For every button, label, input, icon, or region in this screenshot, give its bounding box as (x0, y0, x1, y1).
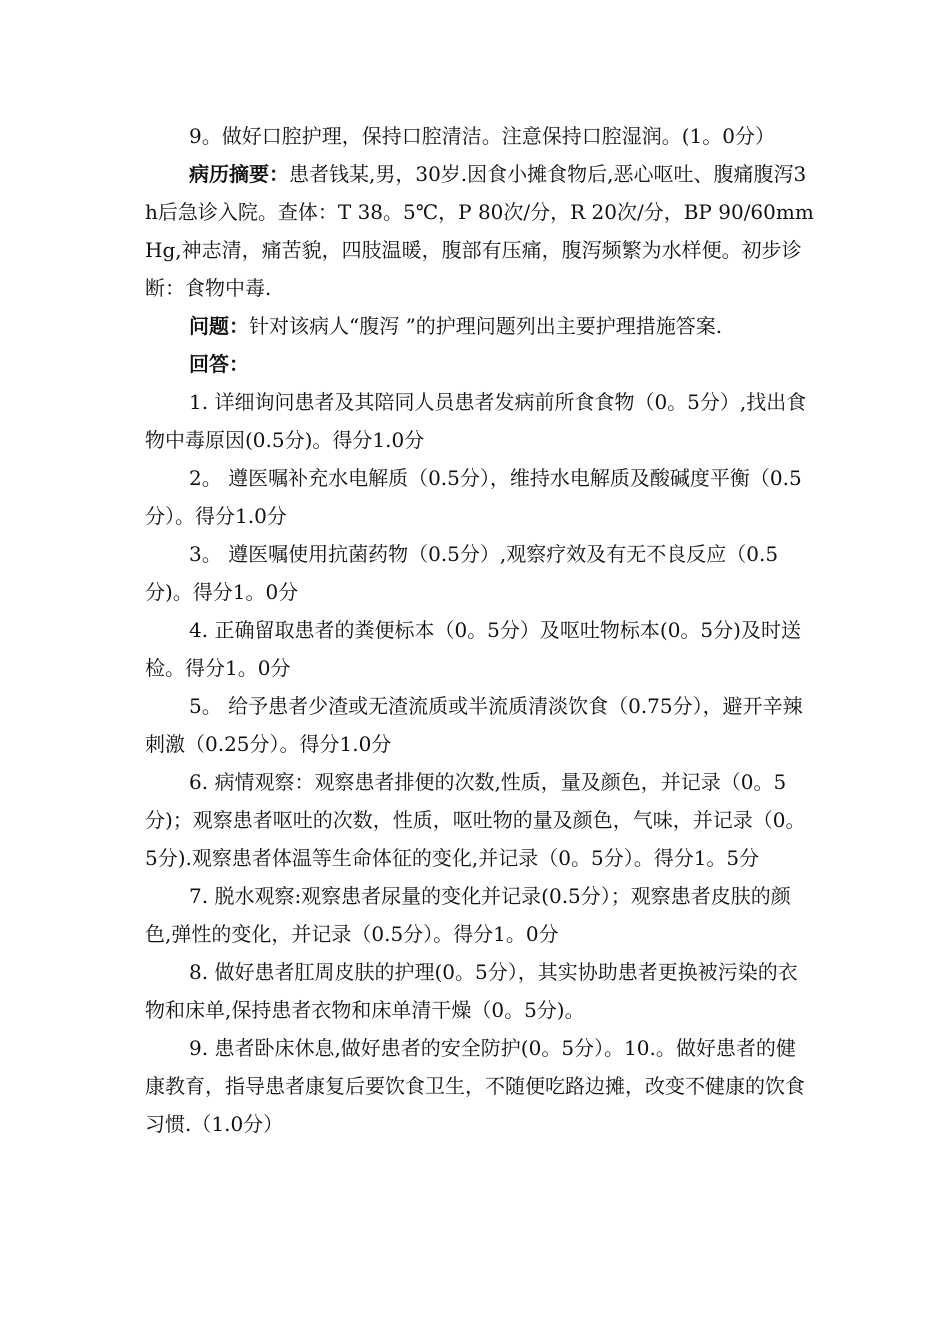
document-body (145, 117, 815, 1143)
answer-item-4: 4. 正确留取患者的粪便标本（0。5分）及呕吐物标本(0。5分)及时送检。得分1。0分 (145, 618, 801, 680)
answer-item-7: 7. 脱水观察:观察患者尿量的变化并记录(0.5分）；观察患者皮肤的颜色,弹性的变化，并记录（0.5分）。得分1。0分 (145, 884, 791, 946)
answer-item-5: 5。 给予患者少渣或无渣流质或半流质清淡饮食（0.75分），避开辛辣刺激（0.25分）。得分1.0分 (145, 694, 803, 756)
answer-item-9: 9. 患者卧床休息,做好患者的安全防护(0。5分）。10.。做好患者的健康教育，指导患者康复后要饮食卫生，不随便吃路边摊，改变不健康的饮食习惯.（1.0分） (145, 1036, 805, 1136)
answer-item-6: 6. 病情观察：观察患者排便的次数,性质，量及颜色，并记录（0。5分)；观察患者呕吐的次数，性质，呕吐物的量及颜色，气味，并记录（0。5分).观察患者体温等生命体征的变化,并记录（0。5分）。得分1。5分 (145, 770, 806, 870)
question-label: 问题： (189, 314, 249, 338)
question-text: 针对该病人“腹泻 ”的护理问题列出主要护理措施答案. (249, 314, 723, 338)
answer-item-2: 2。 遵医嘱补充水电解质（0.5分），维持水电解质及酸碱度平衡（0.5分）。得分1.0分 (145, 466, 802, 528)
case-summary (145, 155, 815, 307)
case-summary-label: 病历摘要： (189, 162, 289, 186)
answer-label: 回答： (189, 352, 249, 376)
intro-item: 9。做好口腔护理，保持口腔清洁。注意保持口腔湿润。(1。0分） (189, 124, 775, 148)
case-summary-text: 患者钱某,男，30岁.因食小摊食物后,恶心呕吐、腹痛腹泻3h后急诊入院。查体：T 38。5℃，P 80次/分，R 20次/分，BP 90/60mmHg,神志清，痛苦貌，四肢温暖，腹部有压痛，腹泻频繁为水样便。初步诊断：食物中毒. (145, 162, 814, 300)
answer-heading (145, 345, 815, 383)
answer-item-3: 3。 遵医嘱使用抗菌药物（0.5分）,观察疗效及有无不良反应（0.5分)。得分1。0分 (145, 542, 779, 604)
answer-item-1: 1. 详细询问患者及其陪同人员患者发病前所食食物（0。5分）,找出食物中毒原因(0.5分)。得分1.0分 (145, 390, 807, 452)
answer-item-8: 8. 做好患者肛周皮肤的护理(0。5分），其实协助患者更换被污染的衣物和床单,保持患者衣物和床单清干燥（0。5分)。 (145, 960, 798, 1022)
question (145, 307, 815, 345)
